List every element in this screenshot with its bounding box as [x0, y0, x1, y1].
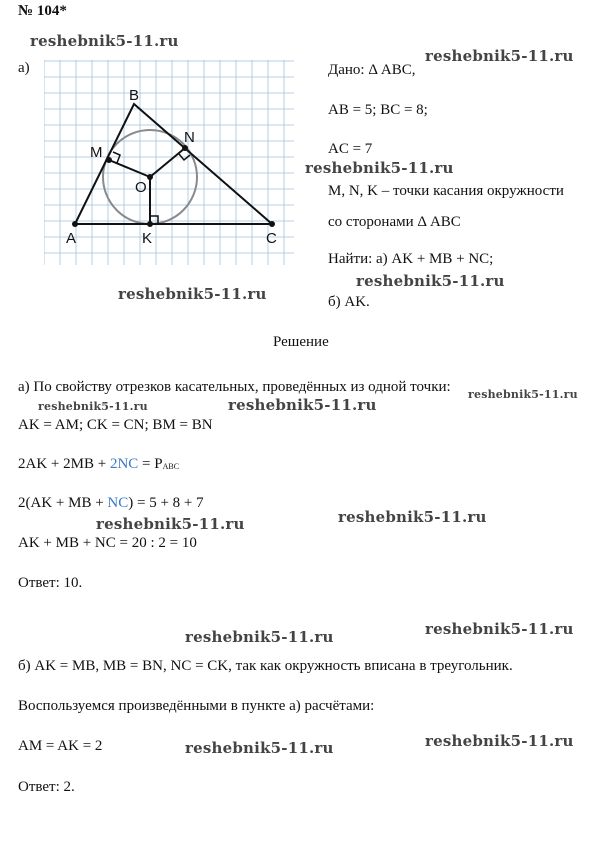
vertex-c: [269, 221, 275, 227]
label-k: K: [142, 230, 153, 247]
answer-b: Ответ: 2.: [18, 779, 75, 795]
watermark: reshebnik5-11.ru: [185, 739, 334, 757]
watermark: reshebnik5-11.ru: [425, 620, 574, 638]
part-a-marker: а): [18, 60, 30, 76]
equation-3: [18, 495, 204, 512]
given-line-1: Дано: Δ ABC,: [328, 62, 416, 78]
part-b-intro: б) AK = MB, MB = BN, NC = CK, так как окружность вписана в треугольник.: [18, 658, 513, 674]
watermark: reshebnik5-11.ru: [356, 272, 505, 290]
perimeter-subscript: ABC: [162, 462, 180, 471]
center-o: [147, 174, 153, 180]
label-m: M: [90, 144, 103, 161]
label-n: N: [184, 129, 195, 146]
label-o: O: [135, 179, 147, 196]
watermark: reshebnik5-11.ru: [185, 628, 334, 646]
part-a-intro: а) По свойству отрезков касательных, проведённых из одной точки:: [18, 379, 451, 395]
label-c: C: [266, 230, 277, 247]
watermark: reshebnik5-11.ru: [228, 396, 377, 414]
watermark: reshebnik5-11.ru: [425, 732, 574, 750]
equation-2-left: 2AK + 2MB +: [18, 456, 110, 472]
equation-3-highlight: NC: [107, 495, 129, 511]
given-line-2: AB = 5; BC = 8;: [328, 102, 428, 118]
watermark: reshebnik5-11.ru: [96, 515, 245, 533]
given-line-5: со сторонами Δ ABC: [328, 214, 461, 230]
point-k: [147, 221, 153, 227]
watermark: reshebnik5-11.ru: [468, 388, 578, 401]
part-b-equation: AM = AK = 2: [18, 738, 103, 754]
equation-2-right: = P: [138, 456, 163, 472]
equation-4: AK + MB + NC = 20 : 2 = 10: [18, 535, 197, 551]
given-line-4: M, N, K – точки касания окружности: [328, 183, 564, 199]
equation-2-highlight: 2NC: [109, 456, 139, 472]
equation-1: AK = AM; CK = CN; BM = BN: [18, 417, 213, 433]
watermark: reshebnik5-11.ru: [30, 32, 179, 50]
problem-number: № 104*: [18, 3, 67, 19]
equation-3-right: ) = 5 + 8 + 7: [128, 495, 204, 511]
label-b: B: [129, 87, 140, 104]
find-line-1: Найти: а) AK + MB + NC;: [328, 251, 494, 267]
triangle-incircle-figure: [44, 60, 294, 265]
point-m: [106, 157, 112, 163]
solution-heading: Решение: [273, 334, 329, 350]
equation-3-left: 2(AK + MB +: [18, 495, 108, 511]
watermark: reshebnik5-11.ru: [338, 508, 487, 526]
watermark: reshebnik5-11.ru: [305, 159, 454, 177]
equation-2: [18, 456, 179, 473]
answer-a: Ответ: 10.: [18, 575, 83, 591]
radius-om: [109, 160, 150, 177]
watermark: reshebnik5-11.ru: [38, 400, 148, 413]
part-b-use: Воспользуемся произведёнными в пункте а) расчётами:: [18, 698, 375, 714]
label-a: A: [66, 230, 77, 247]
find-line-2: б) AK.: [328, 294, 370, 310]
triangle-abc: [75, 104, 272, 224]
given-line-3: AC = 7: [328, 141, 373, 157]
watermark: reshebnik5-11.ru: [118, 285, 267, 303]
vertex-a: [72, 221, 78, 227]
watermark: reshebnik5-11.ru: [425, 47, 574, 65]
